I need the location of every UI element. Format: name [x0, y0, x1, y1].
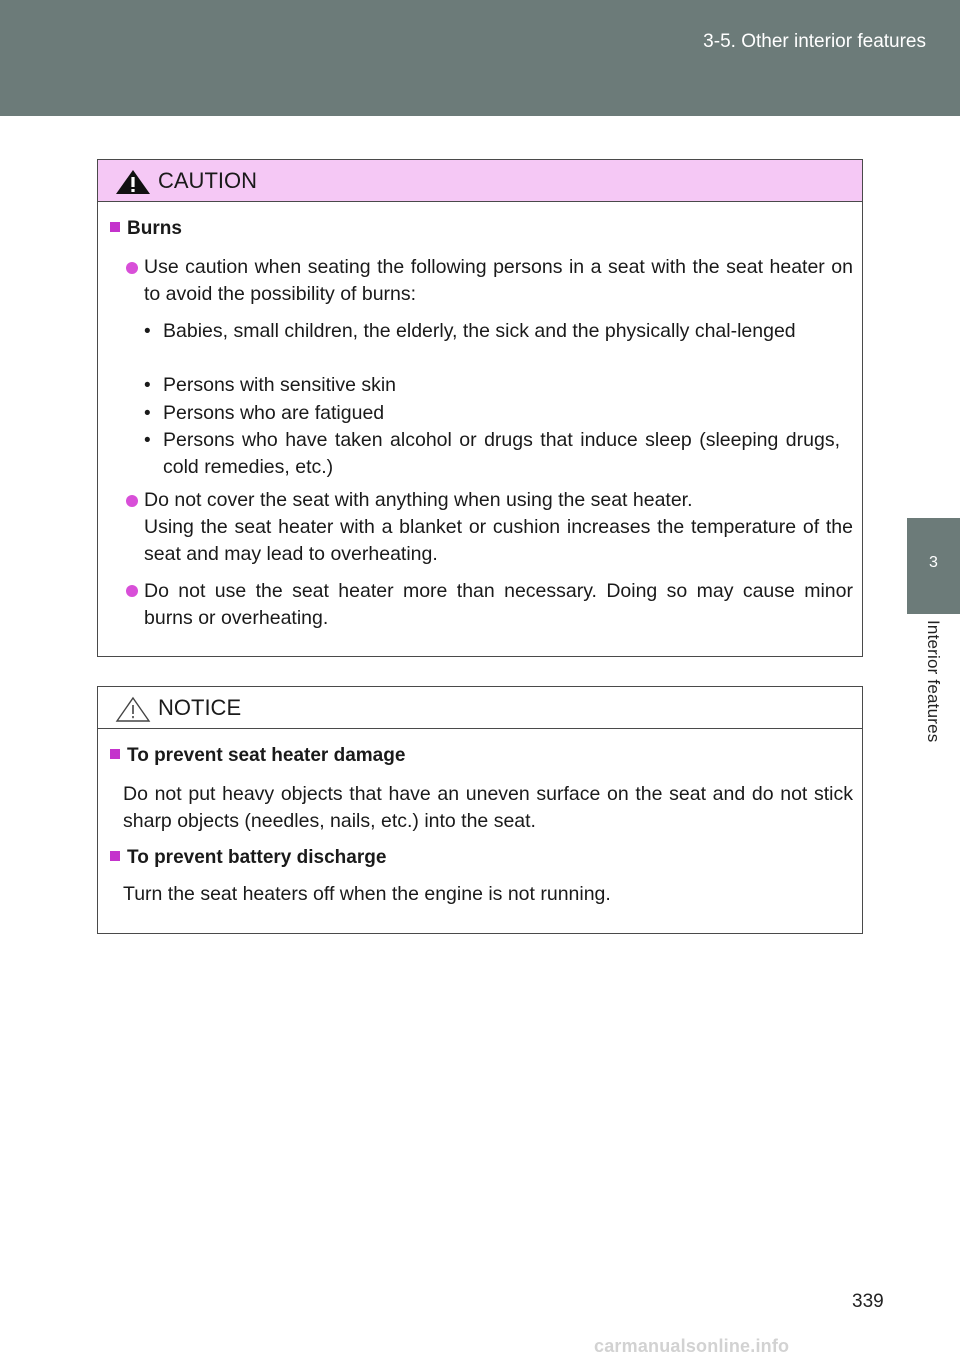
- notice-heading-1-text: To prevent seat heater damage: [127, 745, 406, 766]
- header-band: [0, 0, 960, 116]
- sub-item-3: Persons who are fatigued: [163, 402, 385, 424]
- notice-title: NOTICE: [158, 695, 242, 720]
- chapter-label: Interior features: [924, 620, 943, 743]
- notice-heading-2: [110, 847, 386, 869]
- page-number: 339: [852, 1291, 884, 1312]
- sub-item-4: Persons who have taken alcohol or drugs that induce sleep (sleeping drugs, cold remedies, etc.): [163, 429, 840, 478]
- caution-bullet-2-line-2: Using the seat heater with a blanket or cushion increases the temperature of the seat and may lead to overheating.: [144, 516, 853, 565]
- chapter-label-box: [913, 620, 953, 780]
- caution-title: CAUTION: [158, 168, 257, 193]
- heading-square-icon: [110, 851, 120, 861]
- notice-text-2: Turn the seat heaters off when the engine is not running.: [123, 883, 611, 905]
- caution-bullet-1: Use caution when seating the following persons in a seat with the seat heater on to avoid the possibility of burns:: [144, 256, 853, 305]
- section-title: 3-5. Other interior features: [703, 31, 926, 52]
- heading-square-icon: [110, 222, 120, 232]
- sub-bullet-icon: •: [144, 403, 151, 424]
- sub-item-1: Babies, small children, the elderly, the sick and the physically chal-lenged: [163, 320, 796, 342]
- caution-heading: [110, 218, 182, 240]
- notice-heading-2-text: To prevent battery discharge: [127, 847, 387, 868]
- watermark: carmanualsonline.info: [594, 1336, 790, 1356]
- bullet-dot-icon: [126, 495, 138, 507]
- notice-warning-icon: [115, 696, 151, 722]
- caution-box: [97, 159, 863, 657]
- sub-bullet-icon: •: [144, 430, 151, 451]
- caution-header: [98, 160, 862, 202]
- warning-icon: [115, 169, 151, 195]
- sub-bullet-icon: •: [144, 375, 151, 396]
- bullet-dot-icon: [126, 585, 138, 597]
- chapter-number: 3: [929, 554, 938, 571]
- notice-heading-1: [110, 745, 405, 767]
- heading-square-icon: [110, 749, 120, 759]
- caution-bullet-2-line-1: Do not cover the seat with anything when using the seat heater.: [144, 489, 693, 511]
- bullet-dot-icon: [126, 262, 138, 274]
- caution-heading-text: Burns: [127, 218, 182, 239]
- caution-bullet-3: Do not use the seat heater more than necessary. Doing so may cause minor burns or overheating.: [144, 580, 853, 629]
- sub-item-2: Persons with sensitive skin: [163, 374, 397, 396]
- notice-box: [97, 686, 863, 934]
- notice-text-1: Do not put heavy objects that have an uneven surface on the seat and do not stick sharp objects (needles, nails, etc.) into the seat.: [123, 783, 853, 832]
- notice-header: [98, 687, 862, 729]
- sub-bullet-icon: •: [144, 321, 151, 342]
- chapter-tab: [907, 518, 960, 614]
